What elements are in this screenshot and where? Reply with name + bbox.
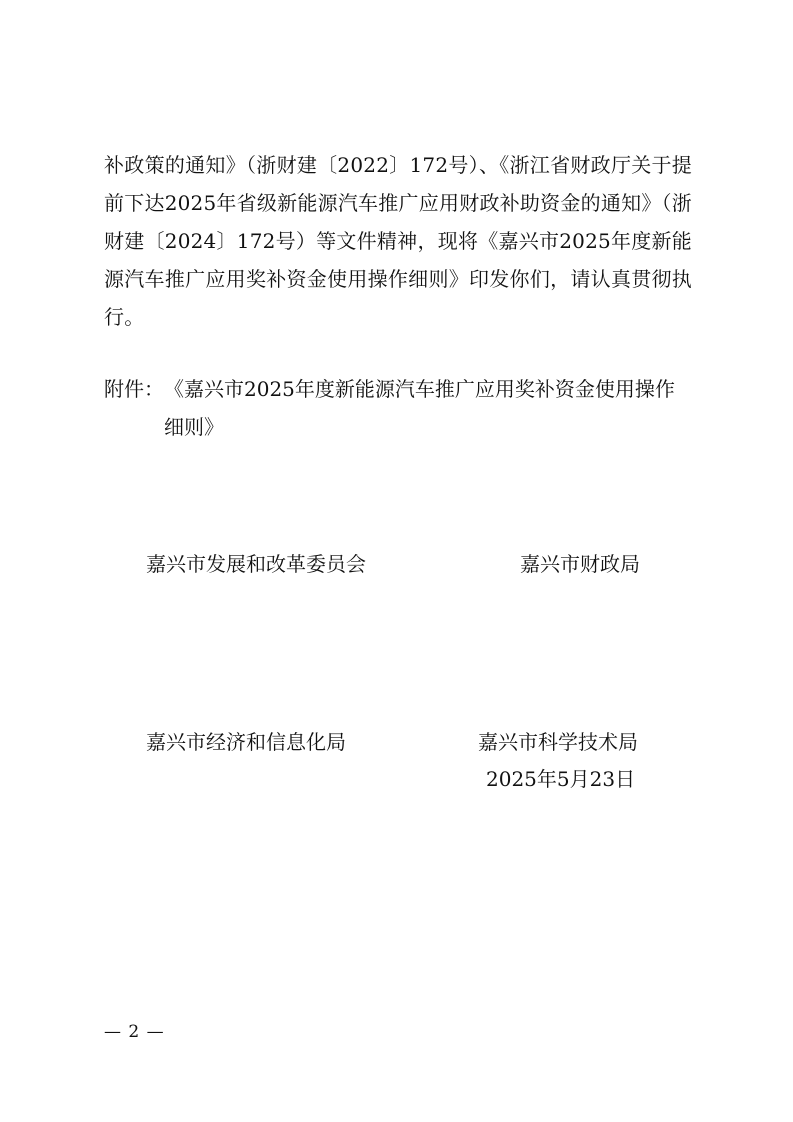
signatory-finance-bureau: 嘉兴市财政局: [520, 552, 640, 576]
document-date: 2025年5月23日: [486, 767, 636, 791]
attachment-label: 附件：: [104, 377, 164, 401]
attachment-title: 《嘉兴市2025年度新能源汽车推广应用奖补资金使用操作细则》: [164, 377, 675, 439]
signatory-science-technology-bureau: 嘉兴市科学技术局: [478, 730, 638, 754]
page-number: — 2 —: [104, 1022, 165, 1042]
signatory-economy-information-bureau: 嘉兴市经济和信息化局: [146, 730, 346, 754]
attachment-line: [104, 370, 694, 446]
body-paragraph: 补政策的通知》（浙财建〔2022〕172号）、《浙江省财政厅关于提前下达2025年省级新能源汽车推广应用财政补助资金的通知》（浙财建〔2024〕172号）等文件精神，现将《嘉兴市2025年度新能源汽车推广应用奖补资金使用操作细则》印发你们，请认真贯彻执行。: [104, 153, 692, 329]
signatory-development-reform-commission: 嘉兴市发展和改革委员会: [146, 552, 366, 576]
